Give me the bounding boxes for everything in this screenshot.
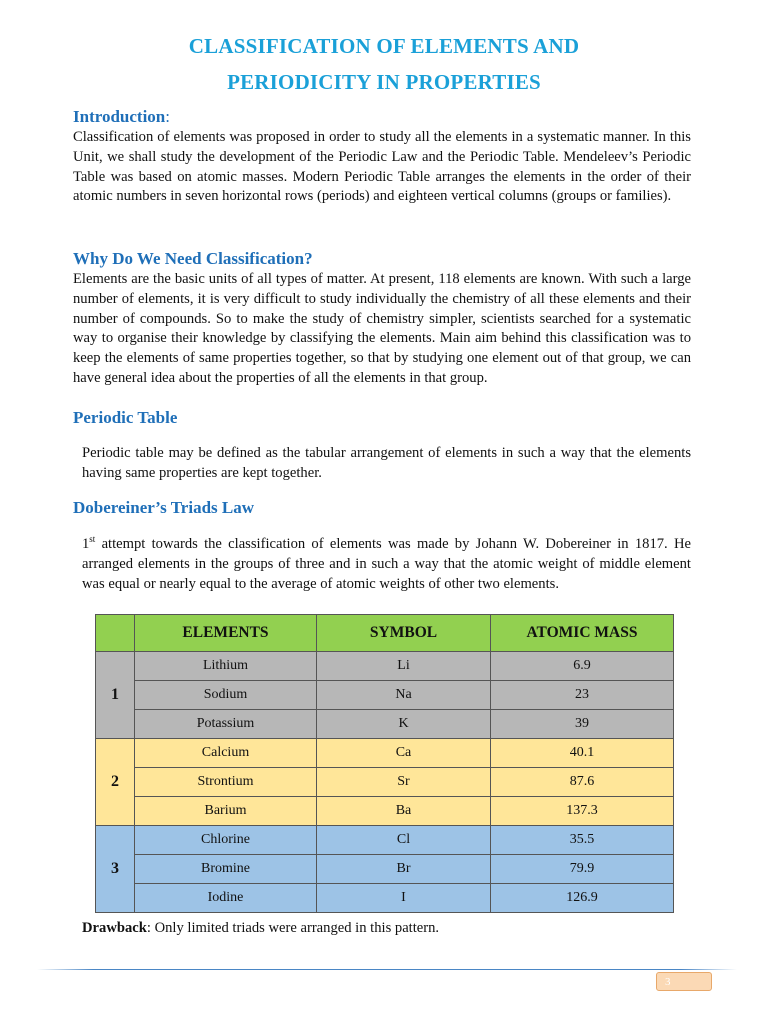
element-name: Barium <box>135 797 317 826</box>
element-mass: 40.1 <box>491 739 674 768</box>
triads-ordinal-suffix: st <box>89 534 96 545</box>
table-row <box>96 768 674 797</box>
table-row <box>96 826 674 855</box>
page-number-badge <box>656 972 712 991</box>
triads-paragraph-text: attempt towards the classification of elements was made by Johann W. Dobereiner in 1817. He arranged elements in the groups of three and in such a way that the atomic weight of middle element was equal or nearly equal to the average of atomic weights of other two elements. <box>82 536 691 592</box>
table-row <box>96 710 674 739</box>
heading-colon: : <box>165 107 170 126</box>
element-name: Lithium <box>135 652 317 681</box>
table-header-atomic-mass: ATOMIC MASS <box>491 615 674 652</box>
heading-why-classification: Why Do We Need Classification? <box>73 249 313 268</box>
element-name: Calcium <box>135 739 317 768</box>
table-header-elements: ELEMENTS <box>135 615 317 652</box>
element-symbol: Br <box>317 855 491 884</box>
element-mass: 35.5 <box>491 826 674 855</box>
element-mass: 6.9 <box>491 652 674 681</box>
element-mass: 23 <box>491 681 674 710</box>
table-header-row <box>96 615 674 652</box>
periodic-table-paragraph: Periodic table may be defined as the tabular arrangement of elements in such a way that the elements having same properties are kept together. <box>82 445 691 481</box>
element-symbol: K <box>317 710 491 739</box>
element-name: Potassium <box>135 710 317 739</box>
element-name: Chlorine <box>135 826 317 855</box>
element-name: Iodine <box>135 884 317 913</box>
element-name: Bromine <box>135 855 317 884</box>
triads-ordinal-number: 1 <box>82 536 90 552</box>
page-title-line-1: CLASSIFICATION OF ELEMENTS AND <box>188 34 580 58</box>
footer-divider <box>37 969 737 970</box>
triads-paragraph <box>82 535 691 594</box>
element-name: Sodium <box>135 681 317 710</box>
group-number: 3 <box>96 826 135 913</box>
element-symbol: Sr <box>317 768 491 797</box>
triads-table <box>95 614 674 913</box>
element-symbol: Li <box>317 652 491 681</box>
table-row <box>96 884 674 913</box>
drawback-text: : Only limited triads were arranged in this pattern. <box>146 920 440 936</box>
element-symbol: Ba <box>317 797 491 826</box>
why-classification-paragraph: Elements are the basic units of all types of matter. At present, 118 elements are known. With such a large number of elements, it is very difficult to study individually the chemistry of all these elements and their number of compounds. So to make the study of chemistry simpler, scientists searched for a systematic way to organise their knowledge by classifying the elements. Main aim behind this classification was to keep the elements of same properties together, so that by studying one element out of that group, we can have general idea about the properties of all the elements in that group. <box>73 271 691 386</box>
element-mass: 39 <box>491 710 674 739</box>
table-header-group <box>96 615 135 652</box>
element-symbol: Cl <box>317 826 491 855</box>
heading-introduction-text: Introduction <box>73 107 166 126</box>
table-header-symbol: SYMBOL <box>317 615 491 652</box>
element-mass: 126.9 <box>491 884 674 913</box>
page-number: 3 <box>665 976 671 988</box>
element-symbol: Ca <box>317 739 491 768</box>
heading-periodic-table: Periodic Table <box>73 408 178 427</box>
heading-introduction <box>73 107 170 127</box>
drawback-label: Drawback <box>82 920 147 936</box>
group-number: 2 <box>96 739 135 826</box>
table-row <box>96 652 674 681</box>
table-row <box>96 739 674 768</box>
table-row <box>96 855 674 884</box>
element-mass: 137.3 <box>491 797 674 826</box>
group-number: 1 <box>96 652 135 739</box>
element-symbol: I <box>317 884 491 913</box>
introduction-paragraph: Classification of elements was proposed in order to study all the elements in a systematic manner. In this Unit, we shall study the development of the Periodic Law and the Periodic Table. Mendeleev’s Periodic Table was based on atomic masses. Modern Periodic Table arranges the elements in the order of their atomic numbers in seven horizontal rows (periods) and eighteen vertical columns (groups or families). <box>73 129 691 205</box>
element-symbol: Na <box>317 681 491 710</box>
element-name: Strontium <box>135 768 317 797</box>
drawback-note <box>82 920 439 937</box>
table-row <box>96 797 674 826</box>
element-mass: 79.9 <box>491 855 674 884</box>
heading-dobereiner-triads: Dobereiner’s Triads Law <box>73 498 255 517</box>
page-title-line-2: PERIODICITY IN PROPERTIES <box>227 70 541 94</box>
table-row <box>96 681 674 710</box>
element-mass: 87.6 <box>491 768 674 797</box>
